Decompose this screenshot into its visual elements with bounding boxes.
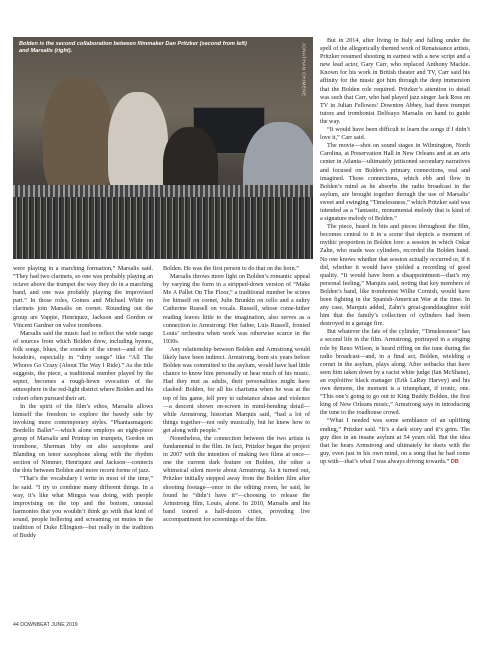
paragraph-final — [320, 417, 470, 466]
paragraph: Nonetheless, the connection between the two artists is fundamental to the film. In fact, Pritzker began the project in 2007 with the intention of making two films at once—one the current dark feature on Bolden, the other a whimsical silent movie about Armstrong. As it turned out, Pritzker initially stepped away from the Bolden film after shooting footage—once in the editing room, he said, he found he “didn’t have it”—choosing to release the Armstrong film, Louis, alone. In 2010, Marsalis and his band toured a half-dozen cities, providing live accompaniment for screenings of the film. — [163, 435, 310, 523]
paragraph: Bolden. He was the first person to do that on the horn.” — [163, 266, 299, 272]
article-column-3 — [320, 37, 470, 466]
paragraph: “That’s the vocabulary I write in most of the time,” he said. “I try to combine many different things. In a way, it’s like what Mingus was doing, with people improvising on the top and the bottom, unusual harmonies that you wouldn’t think go with that kind of sound, people hollering and screaming on mutes in the tradition of Duke Ellington—but really in the tradition of Buddy — [13, 476, 153, 540]
end-mark: DB — [450, 458, 459, 465]
studio-photo — [13, 37, 313, 259]
paragraph-final-text: “What I needed was some semblance of an uplifting ending,” Pritzker said. “It’s a dark story and it’s grim. The guy dies in an insane asylum at 54 years old. But the idea that he hears Armstrong and ultimately he duets with the guy, even just in his own mind, on a song that he had come up with—that’s what I was always driving towards.” — [320, 418, 470, 465]
mixing-console-meters — [13, 185, 313, 197]
paragraph: Marsalis said the music had to reflect the wide range of sources from which Bolden drew, including hymns, folk songs, blues, the sounds of the street—and of the boudoirs, especially in “dirty songs” like “All The Whores Go Crazy (About The Way I Ride).” As the title suggests, the piece, a traditional number played by the septet, becomes a rough-hewn evocation of the atmosphere in the red-light district where Bolden and his cohort often pursued their art. — [13, 330, 153, 402]
paragraph: Marsalis throws more light on Bolden’s romantic appeal by varying the form in a stripped-down version of “Make Me A Pallet On The Floor,” a traditional number he scores for himself on cornet, Julie Brunkin on cello and a sultry Catherine Russell on vocals. Russell, whose come-hither reading leaves little to the imagination, also serves as a connection to Armstrong: Her father, Luis Russell, fronted Louis’ orchestra when work was otherwise scarce in the 1930s. — [163, 274, 310, 345]
paragraph: But in 2014, after living in Italy and falling under the spell of the allegorically themed work of Renaissance artists, Pritzker resumed shooting in earnest with a new script and a new lead actor, Gary Carr, who replaced Anthony Mackie. Known for his work in British theater and TV, Carr said his affinity for the music got him through the deep immersion that the Bolden role required. Pritzker’s attention to detail was such that Carr, who had played jazz singer Jack Ross on TV in Julian Fellowes’ Downton Abbey, had three trumpet tutors and trombonist Delfeayo Marsalis on hand to guide the way. — [320, 38, 470, 125]
photo-caption: Bolden is the second collaboration between filmmaker Dan Pritzker (second from left) and Marsalis (right). — [19, 41, 247, 54]
mixing-console — [13, 197, 313, 259]
paragraph: were playing in a marching formation,” Marsalis said. “They had two clarinets, so one was probably playing an octave above the trumpet the way they do in a marching band, and one was probably playing the improvised part.” In those roles, Goines and Michael White on clarinets join Marsalis on cornet. Rounding out the group are Vappie, Henriquez, Jackson and Gordon or Vincent Gardner on valve trombone. — [13, 266, 153, 329]
photo-credit: JONATHAN CHIMENE — [301, 42, 307, 97]
article-column-1 — [13, 265, 153, 540]
paragraph: The movie—shot on sound stages in Wilmington, North Carolina, at Preservation Hall in New Orleans and at an arts center in Atlanta—ultimately jettisoned secondary narratives and focused on Bolden’s primary connections, real and imagined. Those connections, which ebb and flow in Bolden’s mind as he absorbs the radio broadcast in the asylum, are brought together through the use of Marsalis’ sweet and swinging “Timelessness,” which Pritzker said was intended as a “fantastic, monumental melody that is kind of a signature melody of Bolden.” — [320, 143, 470, 223]
person-left — [43, 77, 113, 197]
page-footer: 44 DOWNBEAT JUNE 2019 — [13, 622, 78, 628]
article-column-2 — [163, 265, 310, 524]
paragraph: The piece, heard in bits and pieces throughout the film, becomes central to it in a scene that depicts a moment of mythic proportion in Bolden lore: a session in which Oskar Zahn, who made wax cylinders, recorded the Bolden band. No one knows whether that session actually occurred or, if it did, whether it would have yielded a recording of good quality. “It would have been a disappointment—that’s my personal feeling,” Marquis said, noting that key members of Bolden’s band, like trombonist Willie Cornish, would have been fighting in the Spanish-American War at the time. In any case, Marquis added, Zahn’s great-granddaughter told him that the family’s collection of cylinders had been destroyed in a garage fire. — [320, 224, 470, 328]
paragraph: Any relationship between Bolden and Armstrong would likely have been indirect. Armstrong, born six years before Bolden was committed to the asylum, would have had little chance to know him personally or hear much of his music. Had they met as adults, their personalities might have clashed: Bolden, for all his charisma when he was at the top of his game, fell prey to substance abuse and violence—a descent shown on-screen in mind-bending detail—while Armstrong, historian Marquis said, “had a lot of things together—not only musically, but he knew how to get along with people.” — [163, 346, 310, 434]
paragraph: “It would have been difficult to learn the songs if I didn’t love it,” Carr said. — [320, 127, 470, 142]
paragraph: In the spirit of the film’s ethos, Marsalis allows himself the freedom to explore the bawdy side by invoking more contemporary styles. “Phantasmagoric Bordello Ballet”—which alone employs an eight-piece group of Marsalis and Printup on trumpets, Gordon on trombone, Sherman Irby on alto saxophone and Blanding on tenor saxophone along with the rhythm section of Nimmer, Henriquez and Jackson—connects the dots between Bolden and more recent forms of jazz. — [13, 403, 153, 475]
paragraph: But whatever the fate of the cylinder, “Timelessness” has a second life in the film. Armstrong, portrayed in a singing role by Reno Wilson, is heard riffing on the tune during the radio broadcast—and, in a final act, Bolden, wielding a cornet in the asylum, plays along. After setbacks that have seen him taken down by a racist white judge (Ian McShane), an exploitive black manager (Erik LaRay Harvey) and his own demons, the moment is a triumphant, if ironic, one. “This one’s going to go out to King Buddy Bolden, the first king of New Orleans music,” Armstrong says in introducing the tune to the roadhouse crowd. — [320, 329, 470, 417]
